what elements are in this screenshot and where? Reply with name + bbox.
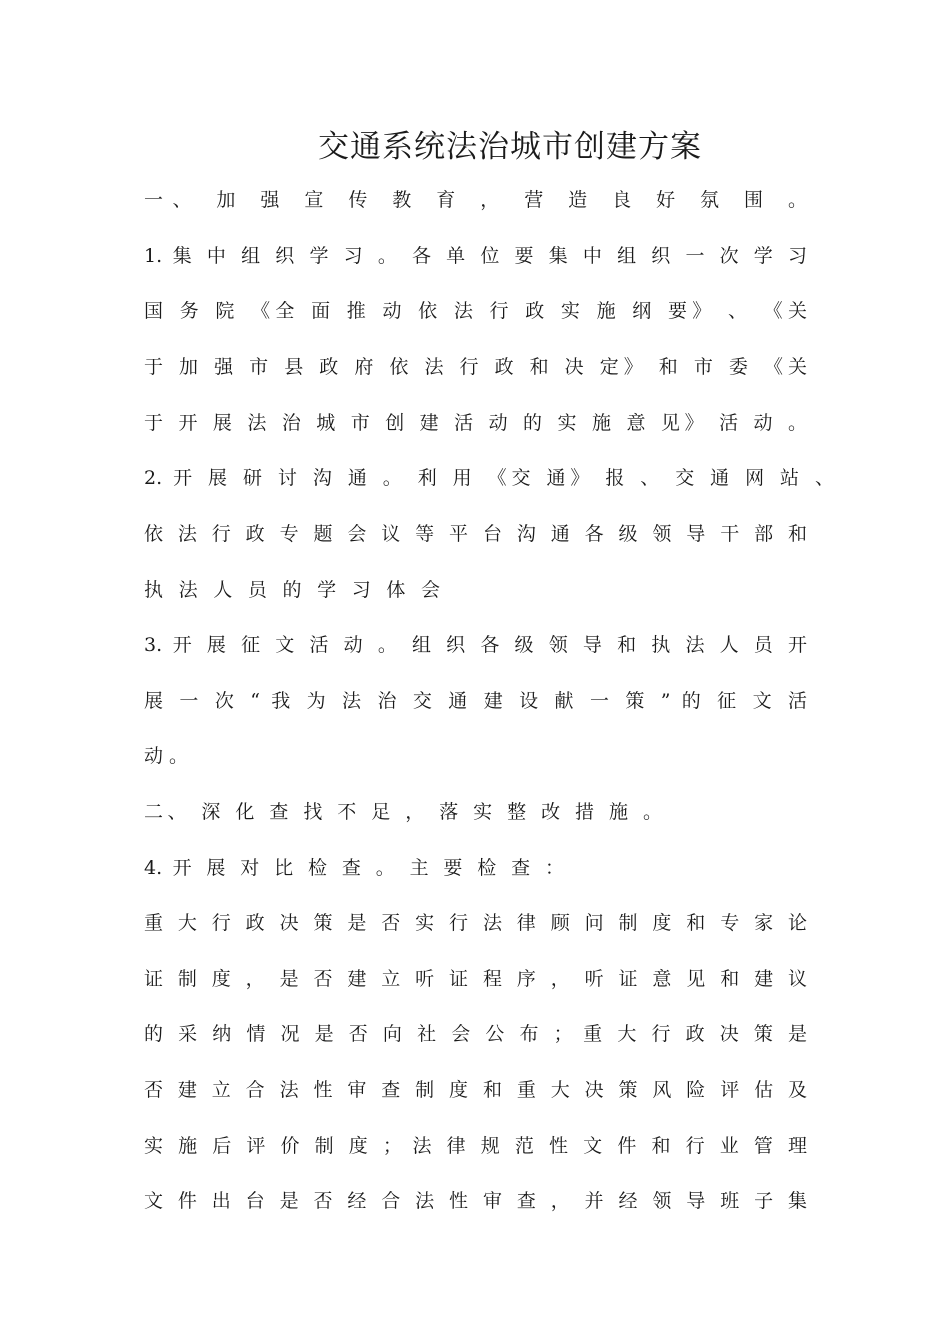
paragraph-line: 于 开 展 法 治 城 市 创 建 活 动 的 实 施 意 见》 活 动 。 — [144, 412, 807, 434]
paragraph-line: 1. 集 中 组 织 学 习 。 各 单 位 要 集 中 组 织 一 次 学 习 — [144, 245, 807, 267]
paragraph-line: 文 件 出 台 是 否 经 合 法 性 审 查 ， 并 经 领 导 班 子 集 — [144, 1190, 807, 1212]
heading-line-2: 二、 深 化 查 找 不 足 ， 落 实 整 改 措 施 。 — [144, 801, 662, 823]
paragraph-line: 动 。 — [144, 745, 189, 767]
paragraph-line: 的 采 纳 情 况 是 否 向 社 会 公 布 ； 重 大 行 政 决 策 是 — [144, 1023, 807, 1045]
document-title: 交通系统法治城市创建方案 — [318, 129, 702, 165]
paragraph-line: 于 加 强 市 县 政 府 依 法 行 政 和 决 定》 和 市 委 《关 — [144, 356, 807, 378]
paragraph-line: 3. 开 展 征 文 活 动 。 组 织 各 级 领 导 和 执 法 人 员 开 — [144, 634, 807, 656]
paragraph-line: 执 法 人 员 的 学 习 体 会 — [144, 579, 440, 601]
paragraph-line: 重 大 行 政 决 策 是 否 实 行 法 律 顾 问 制 度 和 专 家 论 — [144, 912, 807, 934]
paragraph-line: 2. 开 展 研 讨 沟 通 。 利 用 《交 通》 报 、 交 通 网 站 、 — [144, 467, 834, 489]
paragraph-line: 证 制 度 ， 是 否 建 立 听 证 程 序 ， 听 证 意 见 和 建 议 — [144, 968, 807, 990]
paragraph-line: 实 施 后 评 价 制 度 ； 法 律 规 范 性 文 件 和 行 业 管 理 — [144, 1135, 807, 1157]
heading-line-1: 一、 加 强 宣 传 教 育 ， 营 造 良 好 氛 围 。 — [144, 189, 807, 211]
paragraph-line: 依 法 行 政 专 题 会 议 等 平 台 沟 通 各 级 领 导 干 部 和 — [144, 523, 807, 545]
paragraph-line: 4. 开 展 对 比 检 查 。 主 要 检 查 ： — [144, 857, 564, 879]
paragraph-line: 否 建 立 合 法 性 审 查 制 度 和 重 大 决 策 风 险 评 估 及 — [144, 1079, 807, 1101]
paragraph-line: 展 一 次 “ 我 为 法 治 交 通 建 设 献 一 策 ” 的 征 文 活 — [144, 690, 807, 712]
paragraph-line: 国 务 院 《全 面 推 动 依 法 行 政 实 施 纲 要》 、 《关 — [144, 300, 807, 322]
